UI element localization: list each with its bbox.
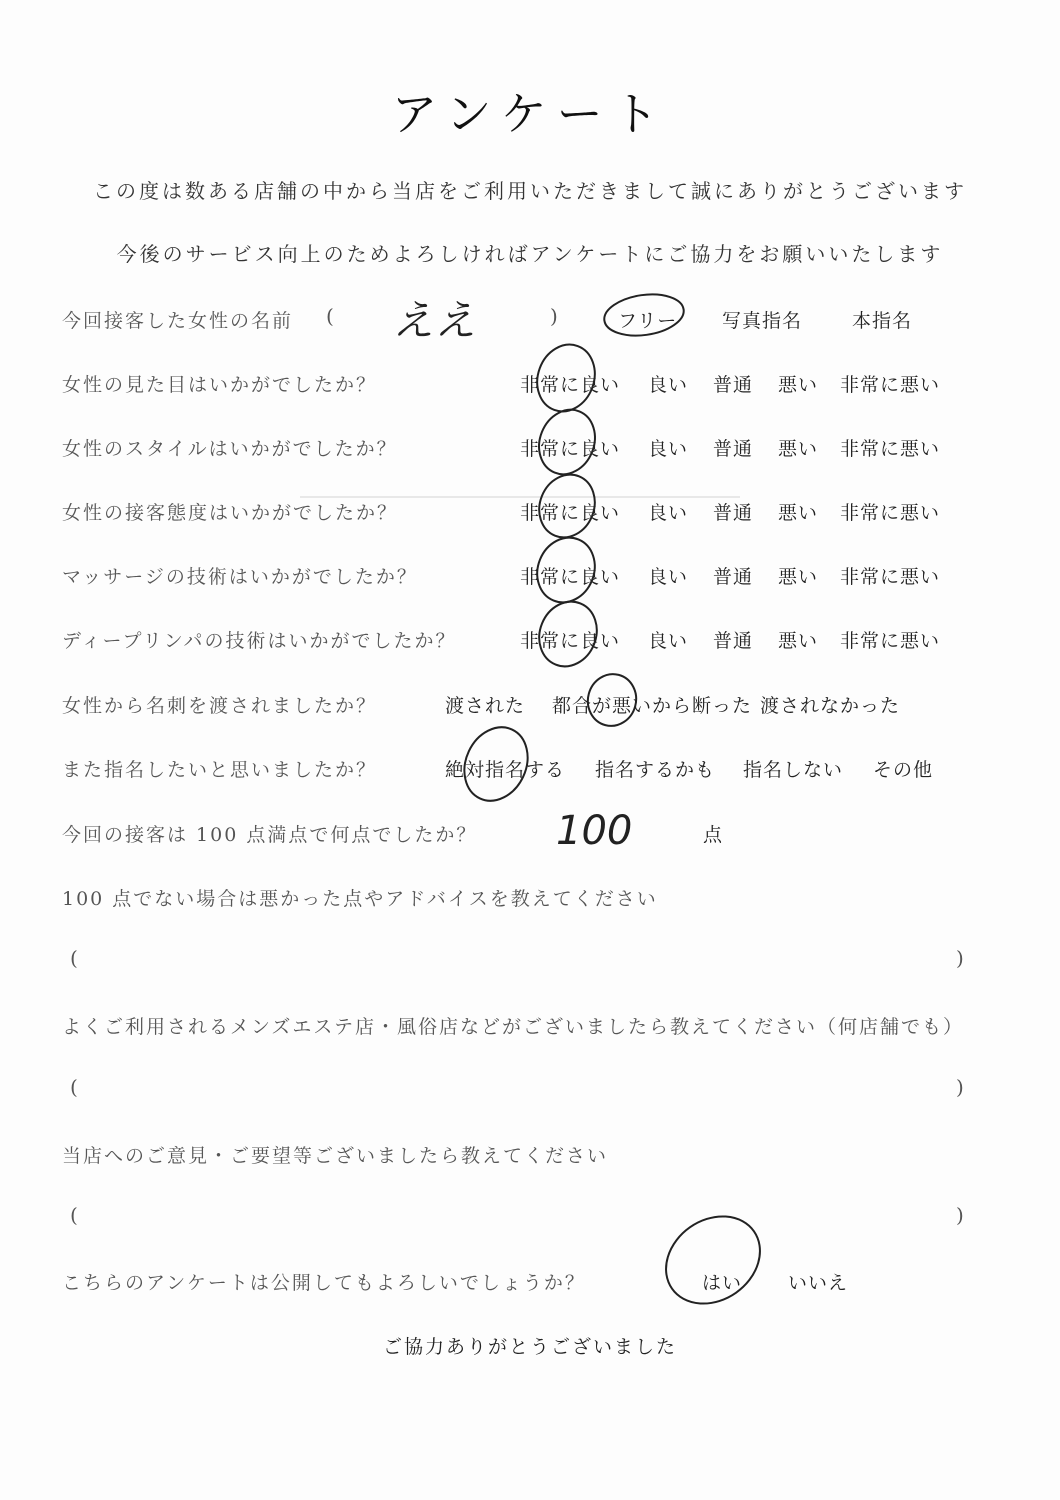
repeat-question: また指名したいと思いましたか？ bbox=[62, 759, 378, 781]
name-question: 今回接客した女性の名前 bbox=[62, 310, 294, 332]
opinion-answer-field[interactable] bbox=[90, 1201, 950, 1227]
repeat-option-maybe[interactable]: 指名するかも bbox=[595, 759, 716, 781]
card-option-declined[interactable]: 都合が悪いから断った bbox=[552, 695, 753, 717]
rating-attitude-bad[interactable]: 悪い bbox=[778, 502, 819, 524]
rating-question-style: 女性のスタイルはいかがでしたか？ bbox=[62, 438, 398, 460]
advice-answer-field[interactable] bbox=[90, 944, 950, 970]
rating-lymph-normal[interactable]: 普通 bbox=[713, 630, 754, 652]
rating-style-bad[interactable]: 悪い bbox=[778, 438, 819, 460]
shops-question: よくご利用されるメンズエステ店・風俗店などがございましたら教えてください（何店舗でも） bbox=[62, 1016, 965, 1038]
rating-attitude-normal[interactable]: 普通 bbox=[713, 502, 754, 524]
rating-style-good[interactable]: 良い bbox=[648, 438, 689, 460]
rating-looks-normal[interactable]: 普通 bbox=[713, 374, 754, 396]
rating-attitude-very-good[interactable]: 非常に良い bbox=[520, 502, 621, 524]
rating-lymph-very-bad[interactable]: 非常に悪い bbox=[840, 630, 941, 652]
rating-style-normal[interactable]: 普通 bbox=[713, 438, 754, 460]
rating-question-looks: 女性の見た目はいかがでしたか？ bbox=[62, 374, 378, 396]
rating-massage-normal[interactable]: 普通 bbox=[713, 566, 754, 588]
rating-question-massage: マッサージの技術はいかがでしたか？ bbox=[62, 566, 418, 588]
name-open-paren: ( bbox=[326, 304, 334, 328]
advice-close-paren: ) bbox=[956, 946, 964, 970]
publish-option-yes[interactable]: はい bbox=[702, 1272, 743, 1294]
rating-lymph-good[interactable]: 良い bbox=[648, 630, 689, 652]
intro-line-2: 今後のサービス向上のためよろしければアンケートにご協力をお願いいたします bbox=[116, 242, 944, 266]
rating-looks-bad[interactable]: 悪い bbox=[778, 374, 819, 396]
rating-looks-good[interactable]: 良い bbox=[648, 374, 689, 396]
opinion-question: 当店へのご意見・ご要望等ございましたら教えてください bbox=[62, 1145, 609, 1167]
rating-question-lymph: ディープリンパの技術はいかがでしたか？ bbox=[62, 630, 457, 652]
advice-open-paren: ( bbox=[70, 946, 78, 970]
card-question: 女性から名刺を渡されましたか？ bbox=[62, 695, 378, 717]
intro-line-1: この度は数ある店舗の中から当店をご利用いただきまして誠にありがとうございます bbox=[93, 179, 967, 203]
rating-lymph-bad[interactable]: 悪い bbox=[778, 630, 819, 652]
advice-question: 100 点でない場合は悪かった点やアドバイスを教えてください bbox=[62, 888, 658, 910]
handwritten-name[interactable]: ええ bbox=[392, 296, 477, 345]
repeat-option-no[interactable]: 指名しない bbox=[743, 759, 844, 781]
rating-massage-very-bad[interactable]: 非常に悪い bbox=[840, 566, 941, 588]
option-main-nomination[interactable]: 本指名 bbox=[852, 310, 913, 332]
rating-massage-good[interactable]: 良い bbox=[648, 566, 689, 588]
closing-message: ご協力ありがとうございました bbox=[382, 1336, 677, 1358]
rating-style-very-good[interactable]: 非常に良い bbox=[520, 438, 621, 460]
rating-looks-very-good[interactable]: 非常に良い bbox=[520, 374, 621, 396]
rating-lymph-very-good[interactable]: 非常に良い bbox=[520, 630, 621, 652]
shops-close-paren: ) bbox=[956, 1075, 964, 1099]
repeat-option-other[interactable]: その他 bbox=[873, 759, 934, 781]
rating-style-very-bad[interactable]: 非常に悪い bbox=[840, 438, 941, 460]
card-option-not-received[interactable]: 渡されなかった bbox=[760, 695, 901, 717]
rating-attitude-very-bad[interactable]: 非常に悪い bbox=[840, 502, 941, 524]
card-option-received[interactable]: 渡された bbox=[445, 695, 526, 717]
publish-question: こちらのアンケートは公開してもよろしいでしょうか？ bbox=[62, 1272, 586, 1294]
option-free[interactable]: フリー bbox=[618, 310, 678, 332]
rating-looks-very-bad[interactable]: 非常に悪い bbox=[840, 374, 941, 396]
repeat-option-definitely[interactable]: 絶対指名する bbox=[445, 759, 566, 781]
rating-massage-very-good[interactable]: 非常に良い bbox=[520, 566, 621, 588]
rating-massage-bad[interactable]: 悪い bbox=[778, 566, 819, 588]
page-title: アンケート bbox=[391, 87, 669, 141]
rating-question-attitude: 女性の接客態度はいかがでしたか？ bbox=[62, 502, 399, 524]
shops-answer-field[interactable] bbox=[90, 1073, 950, 1099]
opinion-open-paren: ( bbox=[70, 1203, 78, 1227]
rating-attitude-good[interactable]: 良い bbox=[648, 502, 689, 524]
score-question: 今回の接客は 100 点満点で何点でしたか？ bbox=[62, 824, 478, 846]
score-unit: 点 bbox=[703, 824, 724, 846]
handwritten-score[interactable]: 100 bbox=[556, 808, 633, 854]
shops-open-paren: ( bbox=[70, 1075, 78, 1099]
opinion-close-paren: ) bbox=[956, 1203, 964, 1227]
publish-option-no[interactable]: いいえ bbox=[788, 1272, 849, 1294]
name-close-paren: ) bbox=[550, 304, 558, 328]
option-photo-nomination[interactable]: 写真指名 bbox=[722, 310, 803, 332]
